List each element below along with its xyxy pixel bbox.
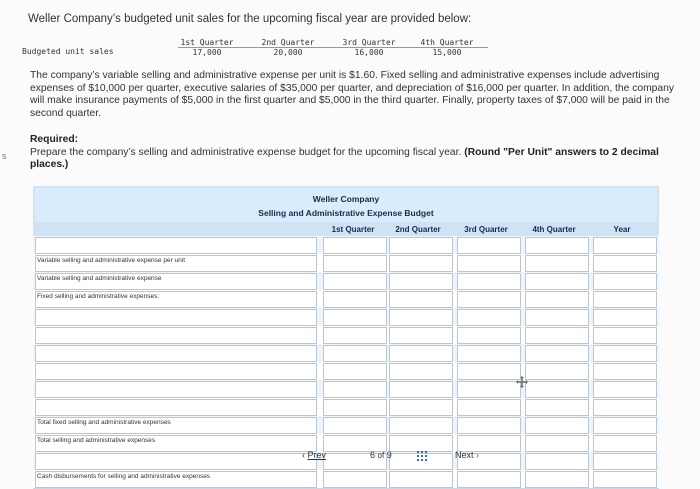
- amount-input-col4[interactable]: [525, 363, 589, 380]
- next-label: Next: [455, 450, 474, 460]
- amount-input-col4[interactable]: [525, 417, 589, 434]
- amount-input-col4[interactable]: [525, 471, 589, 488]
- amount-input-col4[interactable]: [525, 327, 589, 344]
- amount-input-col5[interactable]: [593, 471, 657, 488]
- amount-input-col5[interactable]: [593, 291, 657, 308]
- row-label-input[interactable]: [35, 381, 317, 398]
- amount-input-col1[interactable]: [323, 273, 387, 290]
- budget-row: [33, 236, 659, 255]
- budget-row: [33, 326, 659, 345]
- amount-input-col2[interactable]: [389, 345, 453, 362]
- amount-input-col2[interactable]: [389, 291, 453, 308]
- row-label-input[interactable]: [35, 363, 317, 380]
- quarter-header-3: 3rd Quarter: [342, 38, 396, 47]
- budget-title: Selling and Administrative Expense Budget: [258, 208, 434, 218]
- sales-value-2: 20,000: [273, 48, 303, 57]
- amount-input-col5[interactable]: [593, 309, 657, 326]
- sales-value-3: 16,000: [354, 48, 384, 57]
- amount-input-col4[interactable]: [525, 255, 589, 272]
- next-button[interactable]: Next ›: [455, 450, 480, 460]
- amount-input-col3[interactable]: [457, 309, 521, 326]
- row-label-input[interactable]: [35, 453, 317, 470]
- amount-input-col4[interactable]: [525, 237, 589, 254]
- budget-row: [33, 416, 659, 435]
- amount-input-col2[interactable]: [389, 309, 453, 326]
- amount-input-col5[interactable]: [593, 363, 657, 380]
- amount-input-col3[interactable]: [457, 255, 521, 272]
- required-note: (Round "Per Unit" answers to 2 decimal places.): [30, 146, 659, 170]
- amount-input-col1[interactable]: [323, 327, 387, 344]
- budget-row: [33, 362, 659, 381]
- budget-row: [33, 254, 659, 273]
- amount-input-col3[interactable]: [457, 273, 521, 290]
- row-label-text: Variable selling and administrative expense: [37, 275, 162, 282]
- amount-input-col1[interactable]: [323, 363, 387, 380]
- row-label-input[interactable]: [35, 237, 317, 254]
- amount-input-col2[interactable]: [389, 273, 453, 290]
- amount-input-col3[interactable]: [457, 291, 521, 308]
- margin-mark: s: [2, 151, 7, 161]
- row-label-input[interactable]: [35, 327, 317, 344]
- budget-row: [33, 344, 659, 363]
- row-label-text: Total selling and administrative expenses: [37, 437, 156, 444]
- amount-input-col4[interactable]: [525, 381, 589, 398]
- row-label-text: Total fixed selling and administrative expenses: [37, 419, 171, 426]
- prev-button[interactable]: ‹ Prev: [302, 450, 327, 460]
- amount-input-col4[interactable]: [525, 399, 589, 416]
- quarter-header-2: 2nd Quarter: [261, 38, 315, 47]
- amount-input-col3[interactable]: [457, 417, 521, 434]
- amount-input-col5[interactable]: [593, 453, 657, 470]
- amount-input-col5[interactable]: [593, 327, 657, 344]
- amount-input-col1[interactable]: [323, 255, 387, 272]
- amount-input-col1[interactable]: [323, 309, 387, 326]
- grid-view-icon[interactable]: [417, 451, 427, 461]
- row-label-input[interactable]: [35, 345, 317, 362]
- amount-input-col3[interactable]: [457, 327, 521, 344]
- amount-input-col1[interactable]: [323, 345, 387, 362]
- amount-input-col2[interactable]: [389, 417, 453, 434]
- budget-row: [33, 308, 659, 327]
- amount-input-col3[interactable]: [457, 237, 521, 254]
- amount-input-col1[interactable]: [323, 399, 387, 416]
- budget-row: [33, 470, 659, 489]
- row-label-input[interactable]: [35, 309, 317, 326]
- col-header-q2: 2nd Quarter: [395, 225, 441, 234]
- quarter-header-1: 1st Quarter: [180, 38, 234, 47]
- amount-input-col5[interactable]: [593, 345, 657, 362]
- amount-input-col2[interactable]: [389, 399, 453, 416]
- amount-input-col1[interactable]: [323, 417, 387, 434]
- prev-label: Prev: [307, 450, 327, 460]
- budget-header: [33, 186, 659, 236]
- row-label-text: Cash disbursements for selling and administrative expenses: [37, 473, 211, 480]
- amount-input-col1[interactable]: [323, 237, 387, 254]
- amount-input-col5[interactable]: [593, 435, 657, 452]
- sales-value-1: 17,000: [192, 48, 222, 57]
- page-of: of: [377, 451, 385, 460]
- amount-input-col4[interactable]: [525, 273, 589, 290]
- amount-input-col2[interactable]: [389, 255, 453, 272]
- budget-row: [33, 290, 659, 309]
- col-header-year: Year: [613, 225, 631, 234]
- row-label-input[interactable]: [35, 399, 317, 416]
- amount-input-col5[interactable]: [593, 381, 657, 398]
- intro-text: Weller Company’s budgeted unit sales for the upcoming fiscal year are provided below:: [28, 13, 472, 25]
- amount-input-col1[interactable]: [323, 291, 387, 308]
- amount-input-col3[interactable]: [457, 399, 521, 416]
- amount-input-col1[interactable]: [323, 381, 387, 398]
- amount-input-col5[interactable]: [593, 273, 657, 290]
- amount-input-col4[interactable]: [525, 453, 589, 470]
- row-label-text: Variable selling and administrative expense per unit: [37, 257, 186, 264]
- col-header-q1: 1st Quarter: [331, 225, 375, 234]
- quarter-header-4: 4th Quarter: [420, 38, 474, 47]
- col-header-q4: 4th Quarter: [532, 225, 576, 234]
- amount-input-col4[interactable]: [525, 345, 589, 362]
- amount-input-col3[interactable]: [457, 471, 521, 488]
- amount-input-col2[interactable]: [389, 471, 453, 488]
- amount-input-col5[interactable]: [593, 417, 657, 434]
- amount-input-col4[interactable]: [525, 291, 589, 308]
- move-cursor-icon: [516, 376, 528, 388]
- budget-row: [33, 272, 659, 291]
- company-name: Weller Company: [312, 194, 380, 204]
- amount-input-col2[interactable]: [389, 381, 453, 398]
- col-header-q3: 3rd Quarter: [464, 225, 508, 234]
- sales-value-4: 15,000: [432, 48, 462, 57]
- pagination: [300, 450, 500, 465]
- required-text: Prepare the company’s selling and administrative expense budget for the upcoming fiscal year.: [30, 146, 462, 158]
- page-indicator: [370, 450, 392, 460]
- budget-row: [33, 380, 659, 399]
- amount-input-col3[interactable]: [457, 345, 521, 362]
- row-label-text: Fixed selling and administrative expenses:: [37, 293, 160, 300]
- amount-input-col3[interactable]: [457, 363, 521, 380]
- amount-input-col4[interactable]: [525, 309, 589, 326]
- amount-input-col5[interactable]: [593, 399, 657, 416]
- page-current: 6: [370, 450, 376, 460]
- required-section: [30, 134, 670, 172]
- amount-input-col3[interactable]: [457, 381, 521, 398]
- amount-input-col5[interactable]: [593, 255, 657, 272]
- page-total: 9: [386, 450, 392, 460]
- amount-input-col2[interactable]: [389, 327, 453, 344]
- amount-input-col5[interactable]: [593, 237, 657, 254]
- amount-input-col1[interactable]: [323, 471, 387, 488]
- amount-input-col2[interactable]: [389, 363, 453, 380]
- problem-paragraph: The company’s variable selling and administrative expense per unit is $1.60. Fixed selling and administrative expenses include advertising expenses of $10,000 per quarter, executive salaries of $35,000 per quarter, and depreciation of $16,000 per quarter. In addition, the company will make insurance payments of $5,000 in the first quarter and $5,000 in the third quarter. Finally, property taxes of $7,000 will be paid in the second quarter.: [30, 70, 674, 119]
- sales-row-label: Budgeted unit sales: [22, 47, 114, 56]
- amount-input-col2[interactable]: [389, 237, 453, 254]
- amount-input-col4[interactable]: [525, 435, 589, 452]
- budget-row: [33, 398, 659, 417]
- required-heading: Required:: [30, 134, 79, 145]
